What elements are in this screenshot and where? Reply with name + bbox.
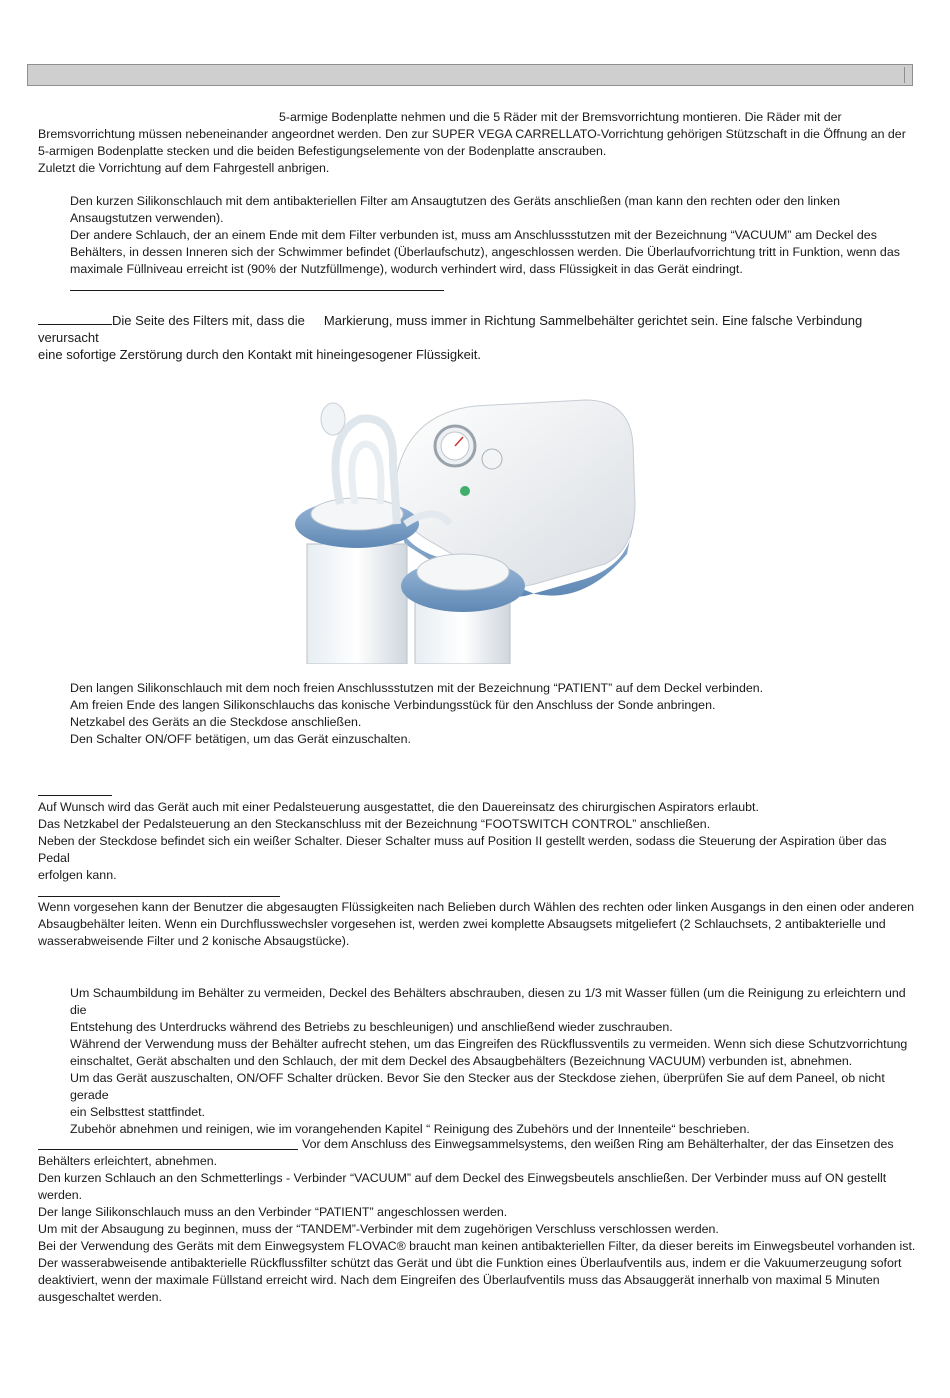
assembly-text	[38, 109, 918, 177]
footswitch-line: Das Netzkabel der Pedalsteuerung an den Steckanschluss mit der Bezeichnung “FOOTSWITCH CONTROL” anschließen.	[38, 817, 711, 831]
footswitch-line: erfolgen kann.	[38, 868, 117, 882]
footswitch-text	[38, 799, 918, 884]
flovac-line: Behälters erleichtert, abnehmen.	[38, 1154, 218, 1168]
warning-line	[38, 312, 918, 346]
flowswitch-line: wasserabweisende Filter und 2 konische Absaugstücke).	[38, 934, 350, 948]
tube-line: Der andere Schlauch, der an einem Ende mit dem Filter verbunden ist, muss am Anschlussstutzen mit der Bezeichnung “VACUUM” am Deckel des	[70, 228, 877, 242]
footswitch-line: Neben der Steckdose befindet sich ein weißer Schalter. Dieser Schalter muss auf Position II gestellt werden, sodass die Steuerung der Aspiration über das Pedal	[38, 834, 887, 865]
flow-switch-text	[38, 899, 918, 950]
use-line: ein Selbsttest stattfindet.	[70, 1105, 205, 1119]
use-line: Um das Gerät auszuschalten, ON/OFF Schalter drücken. Bevor Sie den Stecker aus der Steckdose ziehen, überprüfen Sie auf dem Paneel, ob nicht gerade	[70, 1071, 885, 1102]
flovac-line: Der lange Silikonschlauch muss an den Verbinder “PATIENT” angeschlossen werden.	[38, 1205, 508, 1219]
flovac-line: Um mit der Absaugung zu beginnen, muss der “TANDEM”-Verbinder mit dem zugehörigen Verschluss verschlossen werden.	[38, 1222, 719, 1236]
flovac-line: Den kurzen Schlauch an den Schmetterlings - Verbinder “VACUUM” auf dem Deckel des Einwegsbeutels anschließen. Der Verbinder muss auf ON gestellt werden.	[38, 1171, 887, 1202]
header-divider	[904, 67, 905, 83]
section-header-bar	[27, 64, 913, 86]
tube-line: maximale Füllniveau erreicht ist (90% der Nutzfüllmenge), wodurch verhindert wird, dass Flüssigkeit in das Gerät eindringt.	[70, 262, 743, 276]
connect-steps-text	[70, 680, 920, 748]
footswitch-line: Auf Wunsch wird das Gerät auch mit einer Pedalsteuerung ausgestattet, die den Dauereinsatz des chirurgischen Aspirators erlaubt.	[38, 800, 759, 814]
flovac-first-line: Vor dem Anschluss des Einwegsammelsystems, den weißen Ring am Behälterhalter, der das Einsetzen des	[302, 1137, 894, 1151]
tube-connection-text	[70, 193, 920, 278]
filter-warning-text	[38, 312, 918, 363]
tube-line: Ansaugstutzen verwenden).	[70, 211, 224, 225]
connect-line: Den Schalter ON/OFF betätigen, um das Gerät einzuschalten.	[70, 732, 411, 746]
underline-rule	[70, 290, 444, 291]
flowswitch-line: Absaugbehälter leiten. Wenn ein Durchflusswechsler vorgesehen ist, werden zwei komplette Absaugsets mitgeliefert (2 Schlauchsets, 2 antibakterielle und	[38, 917, 886, 931]
usage-text	[70, 985, 920, 1138]
tube-line: Behälters, in dessen Inneren sich der Schwimmer befindet (Überlaufschutz), angeschlossen werden. Die Überlaufvorrichtung tritt in Funktion, wenn das	[70, 245, 900, 259]
use-line: Zubehör abnehmen und reinigen, wie im vorangehenden Kapitel “ Reinigung des Zubehörs und der Innenteile“ beschrieben.	[70, 1122, 750, 1136]
assembly-line: 5-armigen Bodenplatte stecken und die beiden Befestigungselemente von der Bodenplatte anscrauben.	[38, 144, 607, 158]
assembly-line: Zuletzt die Vorrichtung auf dem Fahrgestell anbrigen.	[38, 161, 330, 175]
use-line: einschaltet, Gerät abschalten und den Schlauch, der mit dem Deckel des Absaugbehälters (Bezeichnung VACUUM) verbunden ist, abnehmen.	[70, 1054, 853, 1068]
use-line: Entstehung des Unterdrucks während des Betriebs zu beschleunigen) und anschließend wieder zuschrauben.	[70, 1020, 673, 1034]
flovac-line: ausgeschaltet werden.	[38, 1290, 162, 1304]
flovac-line: Bei der Verwendung des Geräts mit dem Einwegsystem FLOVAC® braucht man keinen antibakteriellen Filter, da dieser bereits im Einwegsbeutel vorhanden ist.	[38, 1239, 916, 1253]
underline-rule	[38, 896, 280, 897]
use-line: Während der Verwendung muss der Behälter aufrecht stehen, um das Eingreifen des Rückflussventils zu vermeiden. Wenn sich diese Schutzvorrichtung	[70, 1037, 908, 1051]
tube-line: Den kurzen Silikonschlauch mit dem antibakteriellen Filter am Ansaugtutzen des Geräts anschließen (man kann den rechten oder den linken	[70, 194, 841, 208]
flovac-line: deaktiviert, wenn der maximale Füllstand erreicht wird. Nach dem Eingreifen des Überlaufventils muss das Absauggerät innerhalb von maximal 5 Minuten	[38, 1273, 880, 1287]
connect-line: Den langen Silikonschlauch mit dem noch freien Anschlussstutzen mit der Bezeichnung “PATIENT” auf dem Deckel verbinden.	[70, 681, 764, 695]
aspirator-device-image	[285, 374, 653, 664]
warning-part-b: Markierung, muss immer in Richtung Sammelbehälter gerichtet sein. Eine falsche Verbindung verursacht	[38, 313, 863, 345]
use-line: Um Schaumbildung im Behälter zu vermeiden, Deckel des Behälters abschrauben, diesen zu 1/3 mit Wasser füllen (um die Reinigung zu erleichtern und die	[70, 986, 906, 1017]
underline-rule	[38, 795, 112, 796]
flowswitch-line: Wenn vorgesehen kann der Benutzer die abgesaugten Flüssigkeiten nach Belieben durch Wählen des rechten oder linken Ausgangs in den einen oder anderen	[38, 900, 914, 914]
assembly-line: 5-armige Bodenplatte nehmen und die 5 Räder mit der Bremsvorrichtung montieren. Die Räder mit der	[279, 110, 842, 124]
flovac-line: Der wasserabweisende antibakterielle Rückflussfilter schützt das Gerät und übt die Funktion eines Überlaufventils aus, indem er die Vakuumerzeugung sofort	[38, 1256, 902, 1270]
warning-part-a: Die Seite des Filters mit, dass die	[112, 313, 305, 328]
warning-line: eine sofortige Zerstörung durch den Kontakt mit hineingesogener Flüssigkeit.	[38, 347, 481, 362]
connect-line: Am freien Ende des langen Silikonschlauchs das konische Verbindungsstück für den Anschluss der Sonde anbringen.	[70, 698, 716, 712]
connect-line: Netzkabel des Geräts an die Steckdose anschließen.	[70, 715, 362, 729]
flovac-text	[38, 1136, 918, 1306]
assembly-line: Bremsvorrichtung müssen nebeneinander angeordnet werden. Den zur SUPER VEGA CARRELLATO-Vorrichtung gehörigen Stützschaft in die Öffnung an der	[38, 127, 906, 141]
